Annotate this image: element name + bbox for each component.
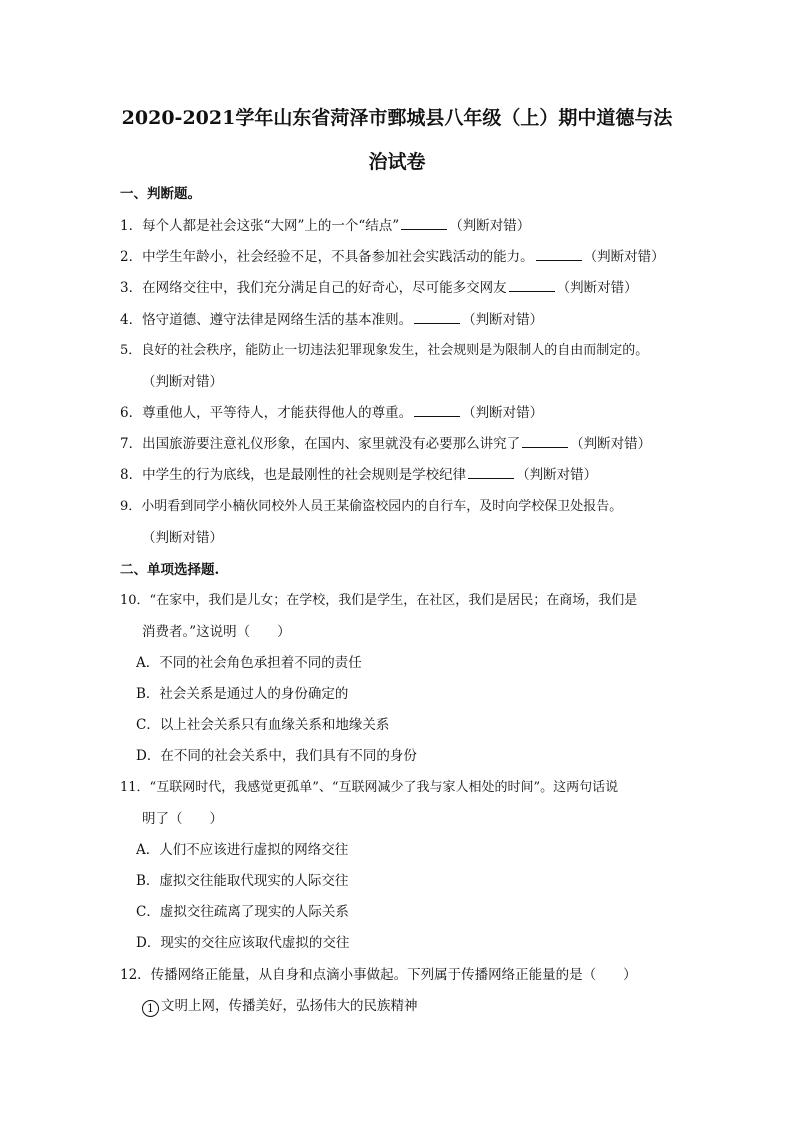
judge-question-8: 8．中学生的行为底线，也是最刚性的社会规则是学校纪律 （判断对错）: [120, 467, 598, 483]
choice-question-11-line1: 11．“互联网时代，我感觉更孤单”、“互联网减少了我与家人相处的时间”。这两句话说: [120, 780, 619, 795]
choice-option-10c: C．以上社会关系只有血缘关系和地缘关系: [136, 717, 390, 733]
choice-question-12-item1: 1 文明上网，传播美好，弘扬伟大的民族精神: [142, 997, 418, 1017]
choice-option-11d: D．现实的交往应该取代虚拟的交往: [136, 935, 350, 951]
section-heading-judge: 一、判断题。: [120, 186, 201, 202]
judge-question-1: 1．每个人都是社会这张“大网”上的一个“结点” （判断对错）: [120, 218, 531, 234]
circled-number-1: 1: [142, 1000, 159, 1017]
judge-question-9-line2: （判断对错）: [142, 530, 223, 546]
answer-blank: [414, 404, 460, 417]
answer-blank: [509, 279, 555, 292]
exam-title-line2: 治试卷: [368, 151, 426, 173]
exam-title-line1: 2020-2021学年山东省菏泽市鄄城县八年级（上）期中道德与法: [121, 107, 673, 129]
choice-option-10d: D．在不同的社会关系中，我们具有不同的身份: [136, 748, 417, 764]
answer-blank: [414, 311, 460, 324]
choice-question-10-line1: 10．“在家中，我们是儿女；在学校，我们是学生，在社区，我们是居民；在商场，我们是: [120, 593, 638, 608]
judge-question-7: 7．出国旅游要注意礼仪形象，在国内、家里就没有必要那么讲究了 （判断对错）: [120, 436, 652, 452]
answer-blank: [468, 466, 514, 479]
answer-blank: [401, 217, 447, 230]
judge-question-9-line1: 9．小明看到同学小楠伙同校外人员王某偷盗校园内的自行车，及时向学校保卫处报告。: [120, 499, 623, 514]
choice-question-10-line2: 消费者。”这说明（ ）: [142, 624, 291, 640]
judge-question-3: 3．在网络交往中，我们充分满足自己的好奇心，尽可能多交网友 （判断对错）: [120, 280, 638, 296]
choice-question-11-line2: 明了（ ）: [142, 811, 223, 827]
judge-question-6: 6．尊重他人，平等待人，才能获得他人的尊重。 （判断对错）: [120, 405, 544, 421]
choice-option-11c: C．虚拟交往疏离了现实的人际关系: [136, 904, 349, 920]
section-heading-choice: 二、单项选择题.: [120, 562, 220, 578]
choice-question-12: 12．传播网络正能量，从自身和点滴小事做起。下列属于传播网络正能量的是（ ）: [120, 967, 637, 983]
judge-question-5-line2: （判断对错）: [142, 374, 223, 390]
choice-option-11a: A．人们不应该进行虚拟的网络交往: [136, 842, 349, 858]
judge-question-4: 4．恪守道德、遵守法律是网络生活的基本准则。 （判断对错）: [120, 312, 544, 328]
judge-question-2: 2．中学生年龄小，社会经验不足，不具备参加社会实践活动的能力。 （判断对错）: [120, 249, 665, 265]
choice-option-10a: A．不同的社会角色承担着不同的责任: [136, 655, 362, 671]
judge-question-5-line1: 5．良好的社会秩序，能防止一切违法犯罪现象发生，社会规则是为限制人的自由而制定的。: [120, 343, 649, 358]
choice-option-11b: B．虚拟交往能取代现实的人际交往: [136, 873, 349, 889]
answer-blank: [522, 435, 568, 448]
answer-blank: [536, 248, 582, 261]
choice-option-10b: B．社会关系是通过人的身份确定的: [136, 686, 349, 702]
